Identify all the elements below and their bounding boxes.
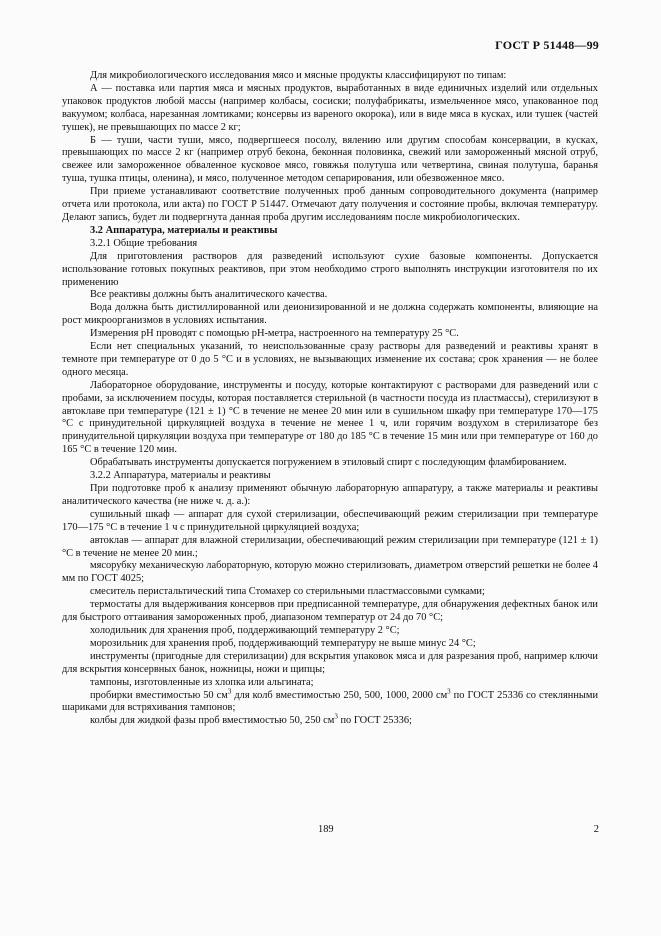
paragraph: Обрабатывать инструменты допускается погружением в этиловый спирт с последующим фламбированием. [90,457,567,469]
list-item [62,687,599,716]
text-run: по ГОСТ 25336; [337,715,412,727]
document-body [62,70,598,728]
subsection-heading: 3.2.2 Аппаратура, материалы и реактивы [90,470,271,482]
paragraph: Вода должна быть дистиллированной или деионизированной и не должна содержать компоненты, влияющие на рост микроорганизмов в условиях испытания. [62,302,598,327]
list-item: смеситель перистальтический типа Стомахер со стерильными пластмассовыми сумками; [90,586,485,598]
paragraph: Если нет специальных указаний, то неиспользованные сразу растворы для разведений и реактивы хранят в темноте при температуре от 0 до 5 °С и в условиях, не вызывающих изменение их состава; срок хранения — не более одного месяца. [62,341,598,378]
text-run: пробирки вместимостью 50 см [90,689,228,701]
list-item: мясорубку механическую лабораторную, которую можно стерилизовать, диаметром отверстий решетки не более 4 мм по ГОСТ 4025; [62,560,598,585]
section-heading: 3.2 Аппаратура, материалы и реактивы [90,224,278,236]
text-run: по ГОСТ 25336 со стеклянными шариками для встряхивания тампонов; [62,689,599,714]
list-item: инструменты (пригодные для стерилизации) для вскрытия упаковок мяса и для разрезания проб, например ключи для вскрытия консервных банок, ножницы, ножи и щипцы; [62,650,598,675]
paragraph: А — поставка или партия мяса и мясных продуктов, выработанных в виде единичных изделий или отдельных упаковок продуктов любой массы (например колбасы, сосиски; полуфабрикаты, измельченное мясо, упакованное под вакуумом; колбаса, нарезанная ломтиками; консервы из вареного окорока), или в виде мяса в кусках, или тушек (частей тушек), не превышающих по массе 2 кг; [62,82,598,133]
paragraph: Для приготовления растворов для разведений используют сухие базовые компоненты. Допускается использование готовых покупных реактивов, при этом необходимо строго выполнять инструкции изготовителя по их применению [62,250,598,288]
standard-header: ГОСТ Р 51448—99 [495,38,599,52]
list-item [62,712,598,728]
list-item: термостаты для выдерживания консервов при предписанной температуре, для обнаружения дефектных банок или для быстрого оттаивания замороженных проб, диапазоном температур от 24 до 70 °С; [62,599,598,624]
paragraph: При подготовке проб к анализу применяют обычную лабораторную аппаратуру, а также материалы и реактивы аналитического качества (не ниже ч. д. а.): [62,483,598,507]
paragraph: Измерения рН проводят с помощью рН-метра, настроенного на температуру 25 °С. [90,328,459,340]
text-run: колбы для жидкой фазы проб вместимостью 50, 250 см [90,715,335,727]
paragraph: Для микробиологического исследования мясо и мясные продукты классифицируют по типам: [90,70,507,81]
list-item: автоклав — аппарат для влажной стерилизации, обеспечивающий режим стерилизации при температуре (121 ± 1) °С в течение не менее 20 мин.; [62,534,598,559]
subsection-heading: 3.2.1 Общие требования [90,237,198,249]
paragraph: Лабораторное оборудование, инструменты и посуду, которые контактируют с растворами для разведений или с пробами, за исключением посуды, которая поставляется стерильной (в частности посуда из пластмассы), стерилизуют в автоклаве при температуре (121 ± 1) °С в течение не менее 20 мин или в сушильном шкафу при температуре 170—175 °С с принудительной циркуляцией воздуха в течение не менее 1 ч, или горячим воздухом в стерилизаторе без принудительной циркуляции воздуха при температуре от 180 до 185 °С в течение 15 мин или при температуре от 160 до 165 °С в течение 120 мин. [62,379,598,456]
sheet-number: 2 [593,824,599,835]
paragraph: Б — туши, части туши, мясо, подвергшееся посолу, вялению или другим способам консервации, в кусках, превышающих по массе 2 кг (например отруб бекона, беконная половинка, свежий или замороженный мясной отруб, свежее или замороженное обваленное кусковое мясо, говяжья полутуша или четвертина, свиная полутуша, баранья туша, тушка птицы, оленина), и мясо, полученное методом сепарирования, или обезвоженное мясо. [62,134,598,185]
paragraph: Все реактивы должны быть аналитического качества. [90,289,328,301]
list-item: тампоны, изготовленные из хлопка или альгината; [90,676,314,688]
list-item: сушильный шкаф — аппарат для сухой стерилизации, обеспечивающий режим стерилизации при температуре 170—175 °С в течение 1 ч с принудительной циркуляцией воздуха; [62,508,598,533]
paragraph: При приеме устанавливают соответствие полученных проб данным сопроводительного документа (например отчета или протокола, или акта) по ГОСТ Р 51447. Отмечают дату получения и состояние пробы, включая температуру. Делают запись, будет ли подвергнута данная проба другим исследованиям после микробиологических. [62,186,598,223]
list-item: морозильник для хранения проб, поддерживающий температуру не выше минус 24 °С; [90,637,476,649]
superscript: 3 [227,687,232,696]
superscript: 3 [447,687,451,696]
text-run: для колб вместимостью 250, 500, 1000, 2000 см [231,689,448,701]
page-number: 189 [318,824,334,835]
superscript: 3 [334,712,338,721]
list-item: холодильник для хранения проб, поддерживающий температуру 2 °С; [90,624,400,636]
